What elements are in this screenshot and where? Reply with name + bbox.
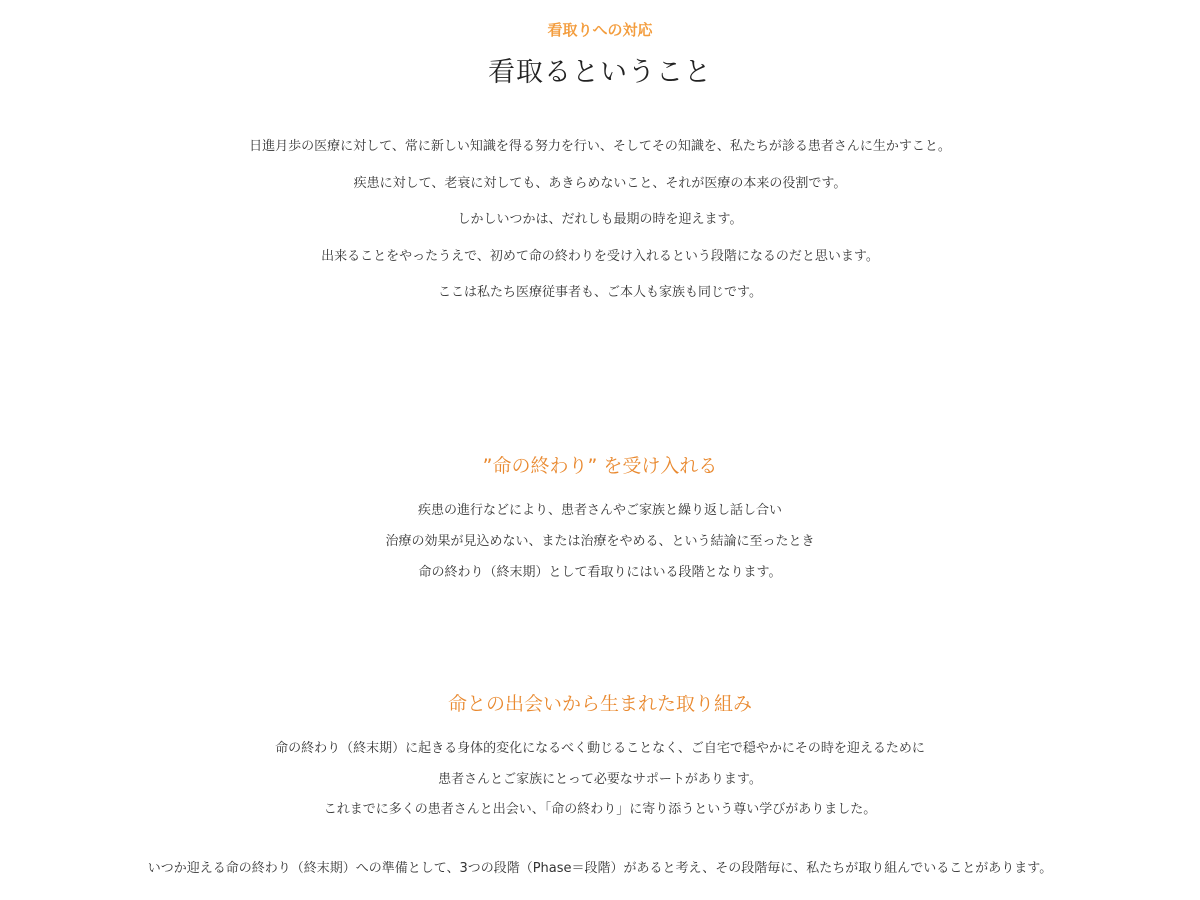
encounter-closing: いつか迎える命の終わり（終末期）への準備として、3つの段階（Phase＝段階）があると考え、その段階毎に、私たちが取り組んでいることがあります。 bbox=[147, 861, 1053, 876]
encounter-line: 患者さんとご家族にとって必要なサポートがあります。 bbox=[438, 772, 762, 787]
accept-line: 治療の効果が見込めない、または治療をやめる、という結論に至ったとき bbox=[385, 534, 815, 549]
section-heading-encounter: 命との出会いから生まれた取り組み bbox=[447, 693, 752, 715]
accept-line: 疾患の進行などにより、患者さんやご家族と繰り返し話し合い bbox=[417, 503, 782, 518]
intro-paragraph: 出来ることをやったうえで、初めて命の終わりを受け入れるという段階になるのだと思います。 bbox=[321, 249, 879, 264]
section-heading-accept: ”命の終わり” を受け入れる bbox=[482, 455, 718, 477]
encounter-line: これまでに多くの患者さんと出会い、「命の終わり」に寄り添うという尊い学びがありました。 bbox=[323, 802, 877, 817]
intro-paragraph: しかしいつかは、だれしも最期の時を迎えます。 bbox=[457, 212, 743, 227]
intro-paragraph: ここは私たち医療従事者も、ご本人も家族も同じです。 bbox=[438, 285, 762, 300]
intro-paragraph: 日進月歩の医療に対して、常に新しい知識を得る努力を行い、そしてその知識を、私たちが診る患者さんに生かすこと。 bbox=[249, 139, 951, 154]
section-eyebrow: 看取りへの対応 bbox=[547, 21, 653, 39]
page-title: 看取るということ bbox=[488, 57, 712, 88]
intro-paragraph: 疾患に対して、老衰に対しても、あきらめないこと、それが医療の本来の役割です。 bbox=[353, 176, 847, 191]
accept-line: 命の終わり（終末期）として看取りにはいる段階となります。 bbox=[418, 565, 782, 580]
encounter-line: 命の終わり（終末期）に起きる身体的変化になるべく動じることなく、ご自宅で穏やかにその時を迎えるために bbox=[275, 741, 925, 756]
